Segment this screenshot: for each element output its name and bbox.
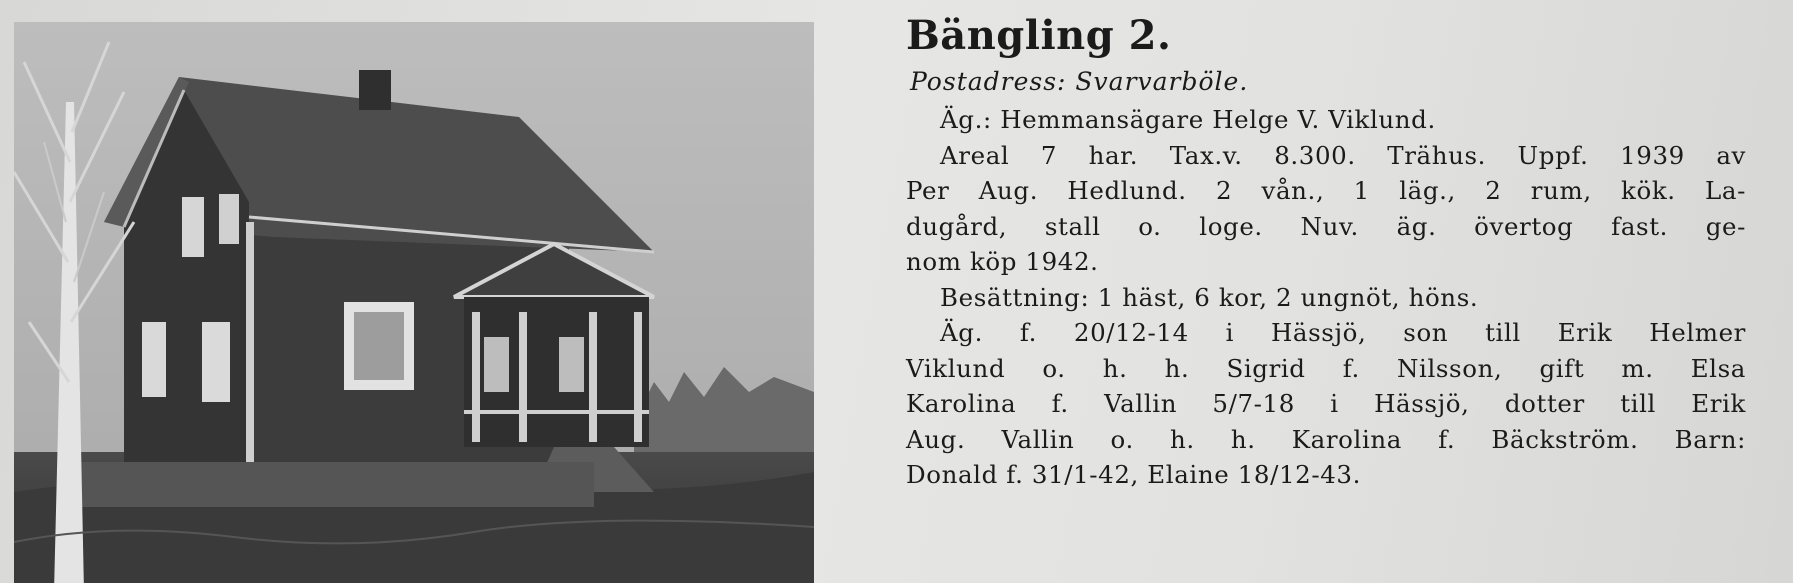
property-line-1: Areal 7 har. Tax.v. 8.300. Trähus. Uppf. 1939 av — [940, 140, 1746, 170]
house-photo — [14, 22, 814, 583]
entry-title: Bängling 2. — [906, 12, 1172, 59]
family-paragraph — [906, 315, 1746, 493]
property-paragraph — [906, 138, 1746, 280]
postal-address: Postadress: Svarvarböle. — [910, 67, 1249, 96]
house-illustration — [14, 22, 814, 583]
property-line-2: Per Aug. Hedlund. 2 vån., 1 läg., 2 rum, kök. La- — [906, 176, 1746, 205]
owner-line: Äg.: Hemmansägare Helge V. Viklund. — [940, 105, 1436, 134]
property-line-4: nom köp 1942. — [906, 247, 1099, 276]
family-line-4: Aug. Vallin o. h. h. Karolina f. Bäckström. Barn: — [906, 424, 1746, 454]
livestock-line: Besättning: 1 häst, 6 kor, 2 ungnöt, höns. — [940, 282, 1479, 312]
property-line-3: dugård, stall o. loge. Nuv. äg. övertog fast. ge- — [906, 211, 1746, 241]
entry-text — [906, 10, 1746, 493]
family-line-3: Karolina f. Vallin 5/7-18 i Hässjö, dotter till Erik — [906, 389, 1746, 418]
family-line-2: Viklund o. h. h. Sigrid f. Nilsson, gift m. Elsa — [906, 353, 1746, 383]
family-line-5: Donald f. 31/1-42, Elaine 18/12-43. — [906, 460, 1361, 489]
family-line-1: Äg. f. 20/12-14 i Hässjö, son till Erik Helmer — [940, 318, 1746, 347]
